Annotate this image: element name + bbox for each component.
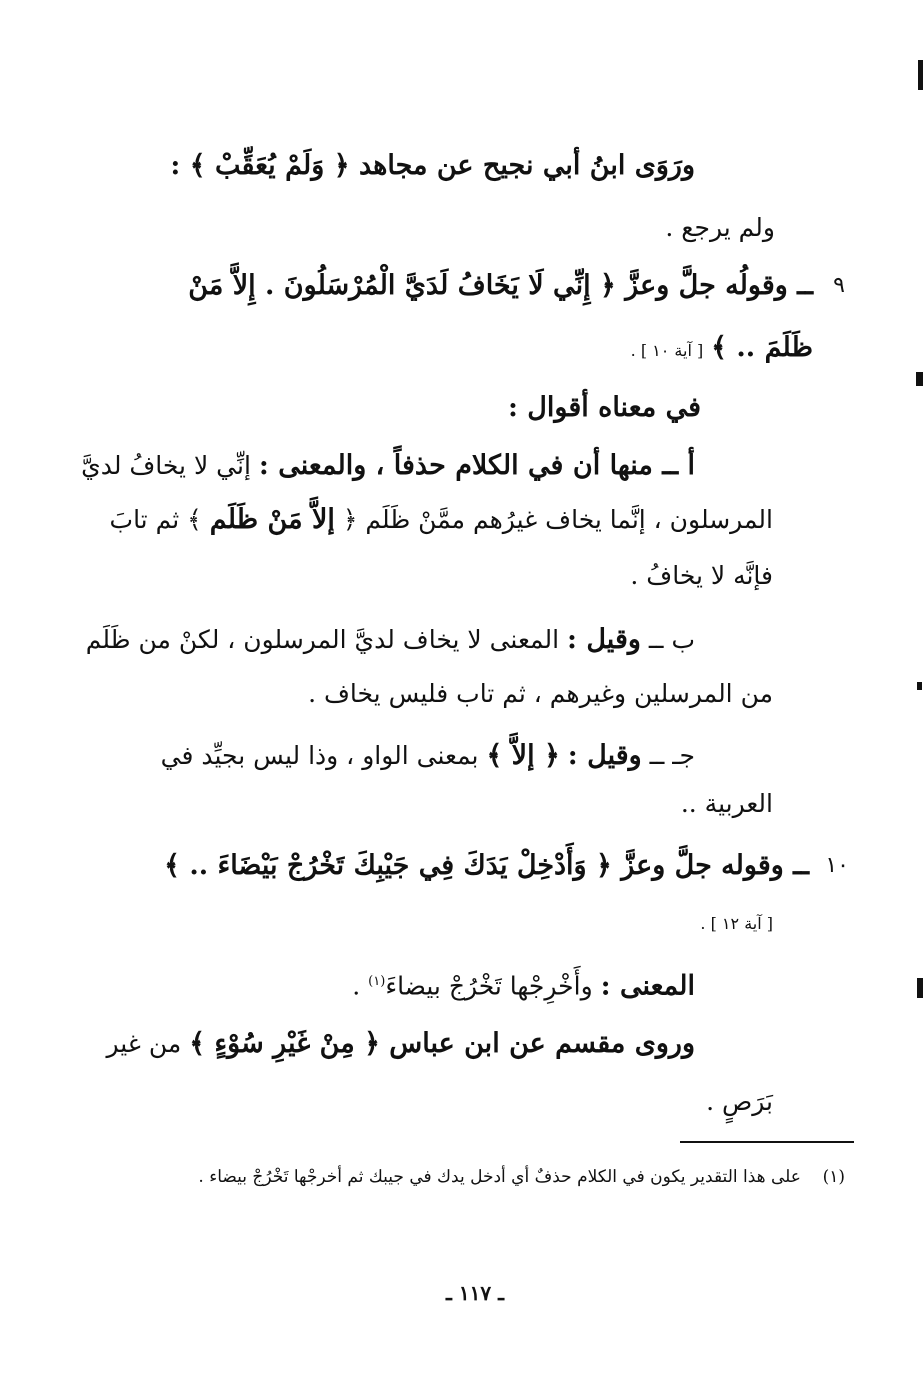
text-line (630, 556, 773, 596)
item-number: ٩ (833, 273, 845, 298)
text: بمعنى الواو ، وذا ليس بجيِّد في (160, 741, 479, 770)
text: من غير (106, 1029, 182, 1058)
page-number: ـ ١١٧ ـ (446, 1281, 504, 1305)
text: العربية .. (680, 789, 773, 818)
text: وأَخْرِجْها تَخْرُجْ بيضاءَ (385, 971, 593, 1001)
scan-edge-mark (917, 682, 922, 690)
text: جـ ــ (649, 741, 695, 770)
text: ﴿ إلاَّ ﴾ (486, 740, 560, 771)
verse-reference (700, 904, 773, 944)
text: [ آية ١٢ ] . (700, 914, 773, 933)
text: في معناه أقوال : (507, 392, 701, 423)
text: أ ــ منها أن في الكلام حذفاً ، والمعنى : (258, 450, 695, 481)
text-line (706, 1082, 773, 1122)
text: وقيل : (567, 740, 642, 771)
footnote-divider (680, 1141, 854, 1143)
text: ورَوَى ابنُ أبي نجيح عن مجاهد ﴿ وَلَمْ يُعَقِّبْ ﴾ : (170, 150, 695, 181)
text-line (161, 736, 695, 776)
text: إلاَّ مَنْ ظَلَم (209, 504, 335, 535)
text-line (81, 446, 695, 486)
text: ــ وقولُه جلَّ وعزَّ ﴿ إِنِّي لَا يَخَافُ لَدَيَّ الْمُرْسَلُونَ . إِلاَّ مَنْ (188, 270, 813, 301)
text: ــ وقوله جلَّ وعزَّ ﴿ وَأَدْخِلْ يَدَكَ فِي جَيْبِكَ تَخْرُجْ بَيْضَاءَ .. ﴾ (164, 850, 809, 881)
text: ب ــ (648, 625, 695, 654)
footnote-marker: (١) (822, 1167, 845, 1187)
footnote-text: على هذا التقدير يكون في الكلام حذفٌ أي أدخل يدك في جيبك ثم أخرجْها تَخْرُجْ بيضاء . (198, 1167, 801, 1187)
text: من المرسلين وغيرهم ، ثم تاب فليس يخاف . (308, 679, 773, 708)
text: ولم يرجع . (665, 213, 775, 242)
text: فإنَّه لا يخافُ . (630, 561, 773, 590)
verse-reference: [ آية ١٠ ] . (630, 341, 704, 360)
scan-edge-mark (916, 372, 923, 386)
text: المرسلون ، إنَّما يخاف غيرُهم ممَّنْ ظَلَم ﴿ (342, 505, 773, 534)
text-line (665, 208, 775, 248)
scan-edge-mark (918, 60, 923, 90)
text-line (170, 146, 695, 186)
text-line (308, 674, 773, 714)
text: المعنى لا يخاف لديَّ المرسلون ، لكنْ من ظَلَم (85, 625, 560, 654)
item-number: ١٠ (825, 853, 849, 878)
footnote-ref[interactable]: (١) (368, 974, 386, 989)
scan-edge-mark (917, 978, 923, 998)
text-line (86, 620, 695, 660)
text-line (164, 846, 809, 886)
text: بَرَصٍ . (706, 1087, 773, 1116)
text-line (681, 784, 773, 824)
text: المعنى : (600, 970, 695, 1002)
section-heading (508, 388, 701, 428)
text: إنِّي لا يخافُ لديَّ (81, 451, 251, 480)
text: وروى مقسم عن ابن عباس ﴿ مِنْ غَيْرِ سُوْءٍ ﴾ (189, 1028, 695, 1059)
text: ظَلَمَ .. ﴾ (711, 332, 813, 363)
text: وقيل : (566, 624, 641, 655)
text-line (110, 500, 773, 540)
text: . (352, 971, 361, 1001)
text-line (106, 1024, 695, 1064)
text-line (188, 266, 813, 306)
text: ﴾ ثم تابَ (109, 505, 202, 534)
footnote (198, 1162, 845, 1192)
text-line (631, 328, 813, 371)
text-line (352, 962, 695, 1006)
